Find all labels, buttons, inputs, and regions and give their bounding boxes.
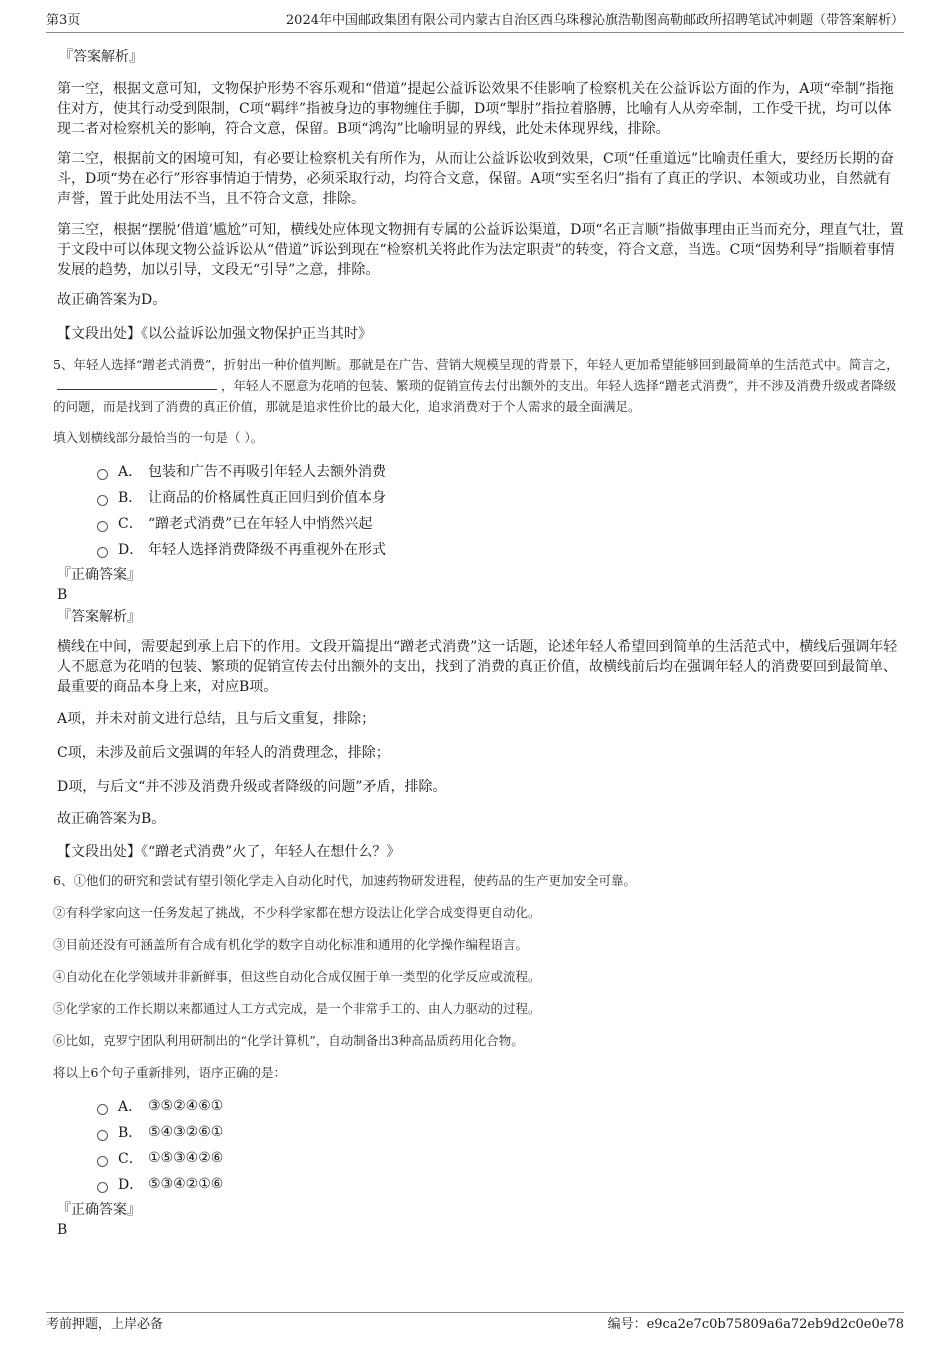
footer-code: 编号：e9ca2e7c0b75809a6a72eb9d2c0e0e78 <box>607 1317 904 1332</box>
page-number: 第3页 <box>46 13 81 28</box>
q5-answer-label: 『正确答案』 <box>57 567 141 583</box>
q5-prompt: 填入划横线部分最恰当的一句是（ ）。 <box>53 430 264 445</box>
q5-c-note: C项，未涉及前后文强调的年轻人的消费理念，排除； <box>57 745 390 761</box>
q6-option-a[interactable]: A． ③⑤②④⑥① <box>97 1093 904 1119</box>
q6-sentence-6: ⑥比如，克罗宁团队利用研制出的“化学计算机”，自动制备出3种高品质药用化合物。 <box>53 1033 524 1048</box>
q5-option-d[interactable]: D． 年轻人选择消费降级不再重视外在形式 <box>97 536 904 562</box>
q6-option-c[interactable]: C． ①⑤③④②⑥ <box>97 1145 904 1171</box>
q6-sentence-5: ⑤化学家的工作长期以来都通过人工方式完成，是一个非常手工的、由人力驱动的过程。 <box>53 1001 541 1016</box>
q5-options <box>97 458 904 562</box>
radio-icon[interactable] <box>97 1156 108 1167</box>
q6-answer-label: 『正确答案』 <box>57 1202 141 1218</box>
q5-d-note: D项，与后文“并不涉及消费升级或者降级的问题”矛盾，排除。 <box>57 779 447 795</box>
q4-analysis-para1: 第一空，根据文意可知，文物保护形势不容乐观和“借道”提起公益诉讼效果不佳影响了检察机关在公益诉讼方面的作为，A项“牵制”指拖住对方，使其行动受到限制，C项“羁绊”指被身边的事物缠住手脚，D项“掣肘”指拉着胳膊，比喻有人从旁牵制，工作受干扰，均可以体现二者对检察机关的影响，符合文意，保留。B项“鸿沟”比喻明显的界线，此处未体现界线，排除。 <box>57 81 894 137</box>
q5-blank-line <box>57 375 217 390</box>
footer-slogan: 考前押题，上岸必备 <box>46 1317 164 1332</box>
q6-option-b[interactable]: B． ⑤④③②⑥① <box>97 1119 904 1145</box>
q5-analysis-label: 『答案解析』 <box>57 609 141 625</box>
radio-icon[interactable] <box>97 1104 108 1115</box>
q5-a-note: A项，并未对前文进行总结，且与后文重复，排除； <box>57 711 376 727</box>
q5-analysis-para1: 横线在中间，需要起到承上启下的作用。文段开篇提出“蹭老式消费”这一话题，论述年轻人希望回到简单的生活范式中，横线后强调年轻人不愿意为花哨的包装、繁琐的促销宣传去付出额外的支出，找到了消费的真正价值，故横线前后均在强调年轻人的消费要回到最简单、最重要的商品本身上来，对应B项。 <box>57 639 898 695</box>
q5-stem-post: ，年轻人不愿意为花哨的包装、繁琐的促销宣传去付出额外的支出。年轻人选择“蹭老式消费”，并不涉及消费升级或者降级的问题，而是找到了消费的真正价值，那就是追求性价比的最大化，追求消费对于个人需求的最全面满足。 <box>53 378 897 414</box>
q4-analysis-para3: 第三空，根据“摆脱‘借道’尴尬”可知，横线处应体现文物拥有专属的公益诉讼渠道，D项“名正言顺”指做事理由正当而充分，理直气壮，置于文段中可以体现文物公益诉讼从“借道”诉讼到现在“检察机关将此作为法定职责”的转变，符合文意，当选。C项“因势利导”指顺着事情发展的趋势，加以引导，文段无“引导”之意，排除。 <box>57 222 904 278</box>
document-title: 2024年中国邮政集团有限公司内蒙古自治区西乌珠穆沁旗浩勒图高勒邮政所招聘笔试冲刺题（带答案解析） <box>285 13 904 28</box>
q5-option-c[interactable]: C． “蹭老式消费”已在年轻人中悄然兴起 <box>97 510 904 536</box>
q5-option-a[interactable]: A． 包装和广告不再吸引年轻人去额外消费 <box>97 458 904 484</box>
radio-icon[interactable] <box>97 1182 108 1193</box>
radio-icon[interactable] <box>97 469 108 480</box>
q5-conclusion: 故正确答案为B。 <box>57 811 166 827</box>
page-header <box>46 12 904 33</box>
q4-analysis-para2: 第二空，根据前文的困境可知，有必要让检察机关有所作为，从而让公益诉讼收到效果，C项“任重道远”比喻责任重大，要经历长期的奋斗，D项“势在必行”形容事情迫于情势，必须采取行动，均符合文意，保留。A项“实至名归”指有了真正的学识、本领或功业，自然就有声誉，置于此处用法不当，且不符合文意，排除。 <box>57 151 895 207</box>
q4-conclusion: 故正确答案为D。 <box>57 292 167 308</box>
q5-stem-pre: 5、年轻人选择“蹭老式消费”，折射出一种价值判断。那就是在广告、营销大规模呈现的背景下，年轻人更加希望能够回到最简单的生活范式中。简言之， <box>53 357 899 372</box>
q4-source: 【文段出处】《以公益诉讼加强文物保护正当其时》 <box>57 326 372 342</box>
q6-sentence-3: ③目前还没有可涵盖所有合成有机化学的数字自动化标准和通用的化学操作编程语言。 <box>53 937 529 952</box>
radio-icon[interactable] <box>97 521 108 532</box>
q6-prompt: 将以上6个句子重新排列，语序正确的是： <box>53 1065 286 1080</box>
q5-option-b[interactable]: B． 让商品的价格属性真正回归到价值本身 <box>97 484 904 510</box>
radio-icon[interactable] <box>97 495 108 506</box>
radio-icon[interactable] <box>97 1130 108 1141</box>
q6-options <box>97 1093 904 1197</box>
q6-answer: B <box>57 1222 68 1238</box>
q4-analysis-label: 『答案解析』 <box>59 49 143 65</box>
q6-sentence-2: ②有科学家向这一任务发起了挑战，不少科学家都在想方设法让化学合成变得更自动化。 <box>53 905 541 920</box>
q5-source: 【文段出处】《“蹭老式消费”火了，年轻人在想什么？》 <box>57 844 401 860</box>
document-body <box>53 46 904 1239</box>
q5-stem <box>53 354 904 417</box>
q6-option-d[interactable]: D． ⑤③④②①⑥ <box>97 1171 904 1197</box>
q5-answer: B <box>57 587 68 603</box>
q6-sentence-1: 6、①他们的研究和尝试有望引领化学走入自动化时代，加速药物研发进程，使药品的生产更加安全可靠。 <box>53 873 636 888</box>
page-footer <box>46 1312 904 1337</box>
radio-icon[interactable] <box>97 547 108 558</box>
q6-stem <box>53 870 904 1083</box>
q6-sentence-4: ④自动化在化学领域并非新鲜事，但这些自动化合成仅囿于单一类型的化学反应或流程。 <box>53 969 541 984</box>
